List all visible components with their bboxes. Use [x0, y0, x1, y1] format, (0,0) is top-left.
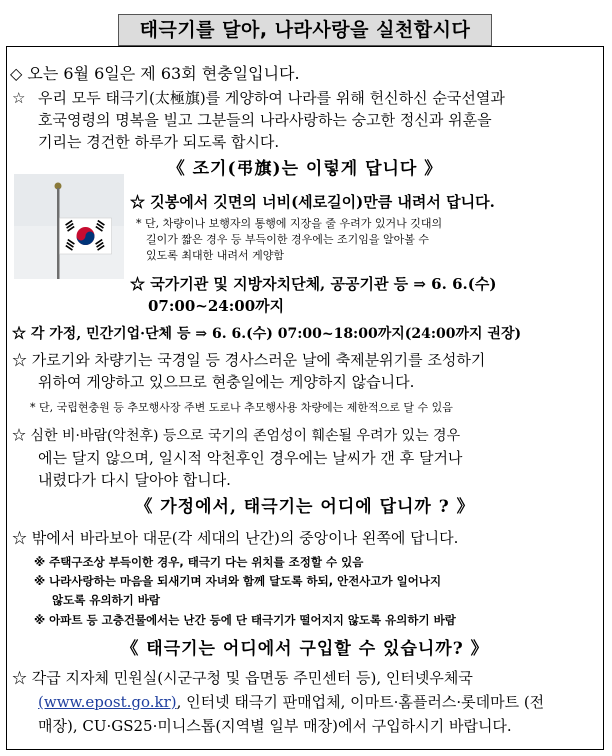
intro-para-line-2: 호국영령의 명복을 빌고 그분들의 나라사랑하는 숭고한 정신과 위훈을 [38, 111, 492, 129]
intro-headline: 오는 6월 6일은 제 63회 현충일입니다. [27, 64, 300, 83]
intro-para-line-1: 우리 모두 태극기(太極旗)를 게양하여 나라를 위해 헌신하신 순국선열과 [38, 89, 505, 107]
taegukgi-icon [60, 218, 112, 254]
section3-heading: 《 태극기는 어디에서 구입할 수 있습니까? 》 [121, 639, 489, 659]
section3-line3: 매장), CU·GS25·미니스톱(지역별 일부 매장)에서 구입하시기 바랍니다. [38, 717, 512, 735]
section2-note-3: 않도록 유의하기 바람 [52, 593, 160, 607]
section1-item5-line1: ☆ 심한 비·바람(악천후) 등으로 국기의 존엄성이 훼손될 우려가 있는 경우 [12, 428, 461, 444]
section2-note-1: ※ 주택구조상 부득이한 경우, 태극기 다는 위치를 조정할 수 있음 [34, 555, 364, 569]
section2-item1: ☆ 밖에서 바라보아 대문(각 세대의 난간)의 중앙이나 왼쪽에 답니다. [12, 529, 459, 547]
flagpole [57, 188, 60, 279]
section1-heading: 《 조기(弔旗)는 이렇게 답니다 》 [167, 159, 443, 179]
section1-item2-line2: 07:00~24:00까지 [148, 297, 285, 315]
section1-item3: ☆ 각 가정, 민간기업·단체 등 ⇒ 6. 6.(수) 07:00~18:00까지(24:00까지 권장) [12, 326, 522, 342]
section1-note2: * 단, 국립현충원 등 추모행사장 주변 도로나 추모행사용 차량에는 제한적으로 달 수 있음 [30, 401, 453, 414]
page-title: 태극기를 달아, 나라사랑을 실천합시다 [118, 14, 492, 46]
intro-headline-row [10, 64, 300, 84]
section1-note-line-1: * 단, 차량이나 보행자의 통행에 지장을 줄 우려가 있거나 깃대의 [136, 217, 443, 230]
section3-line2-rest: , 인터넷 태극기 판매업체, 이마트·홈플러스·롯데마트 (전 [176, 693, 545, 711]
section1-item4-line1: ☆ 가로기와 차량기는 국경일 등 경사스러운 날에 축제분위기를 조성하기 [12, 351, 486, 369]
section1-item5-line2: 에는 달지 않으며, 일시적 악천후인 경우에는 날씨가 갠 후 달거나 [38, 449, 463, 467]
epost-link[interactable]: (www.epost.go.kr) [38, 693, 177, 711]
intro-star-icon: ☆ [12, 89, 26, 107]
section3-line1: ☆ 각급 지자체 민원실(시군구청 및 읍면동 주민센터 등), 인터넷우체국 [12, 669, 473, 687]
section1-note-line-2: 길이가 짧은 경우 등 부득이한 경우에는 조기임을 알아볼 수 [146, 233, 429, 246]
section1-item5-line3: 내렸다가 다시 달아야 합니다. [38, 471, 231, 489]
diamond-icon: ◇ [10, 64, 23, 83]
section2-note-2: ※ 나라사랑하는 마음을 되새기며 자녀와 함께 달도록 하되, 안전사고가 일어나지 [34, 574, 442, 588]
section1-item2-line1: ☆ 국가기관 및 지방자치단체, 공공기관 등 ⇒ 6. 6.(수) [130, 275, 497, 293]
section3-line2 [38, 692, 544, 712]
section1-item4-line2: 위하여 게양하고 있으므로 현충일에는 게양하지 않습니다. [38, 373, 415, 391]
section1-item1: ☆ 깃봉에서 깃면의 너비(세로길이)만큼 내려서 답니다. [130, 193, 495, 211]
intro-para-line-3: 기리는 경건한 하루가 되도록 합시다. [38, 133, 280, 151]
section1-note-line-3: 있도록 최대한 내려서 게양함 [146, 249, 285, 262]
section2-note-4: ※ 아파트 등 고층건물에서는 난간 등에 단 태극기가 떨어지지 않도록 유의하기 바람 [34, 613, 456, 627]
section2-heading: 《 가정에서, 태극기는 어디에 답니까 ? 》 [135, 497, 475, 517]
half-mast-flag-image [14, 174, 124, 279]
